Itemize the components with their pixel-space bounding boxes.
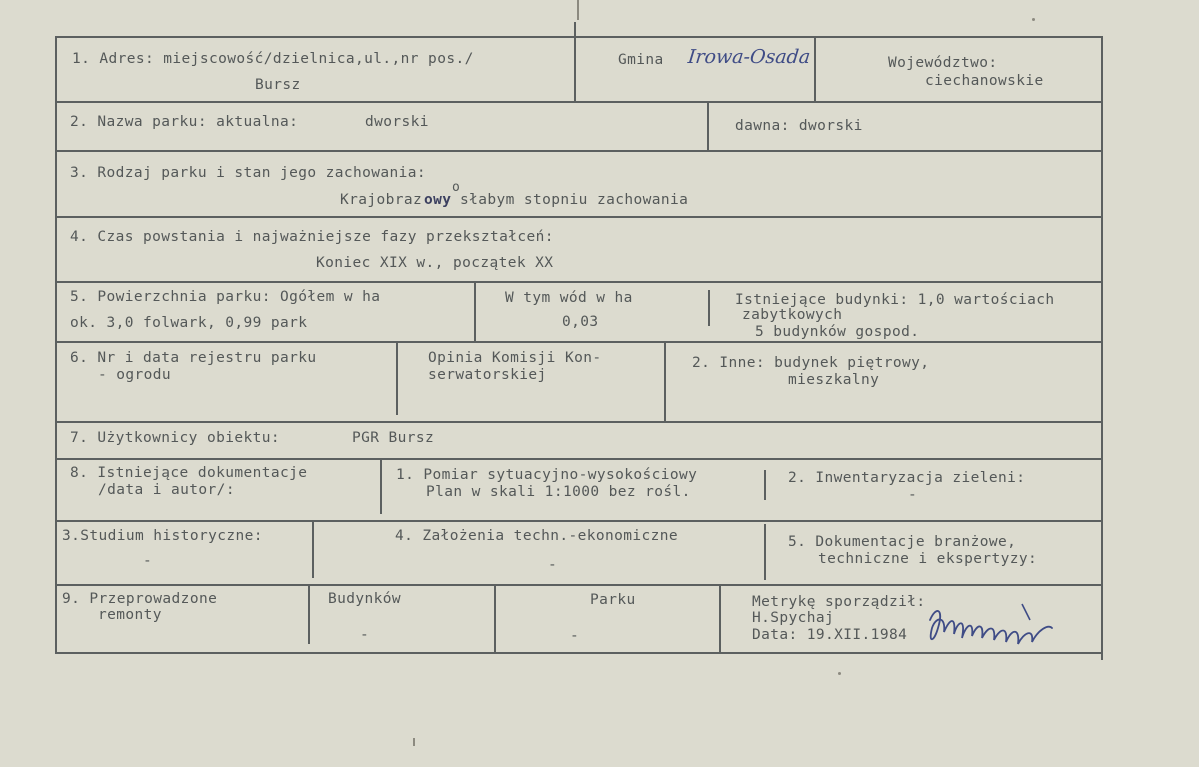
rule-r6: [57, 421, 1103, 423]
rodzaj-value-d: słabym stopniu zachowania: [460, 192, 689, 208]
remonty-budynkow-label: Budynków: [328, 591, 402, 607]
branzowe-line2: techniczne i ekspertyzy:: [818, 551, 1038, 567]
gmina-value: Irowa-Osada: [686, 46, 812, 68]
opinia-line1: Opinia Komisji Kon-: [428, 350, 602, 366]
inwentaryzacja-value: -: [908, 487, 918, 503]
div-r6-b: [664, 341, 666, 422]
inne-line2: mieszkalny: [788, 372, 880, 388]
nazwa-label: 2. Nazwa parku: aktualna:: [70, 114, 299, 130]
div-r8b-b: [764, 524, 766, 580]
div-r1-a: [574, 22, 576, 102]
rule-r1: [57, 101, 1103, 103]
rule-r8: [57, 520, 1103, 522]
zalozenia-label: 4. Założenia techn.-ekonomiczne: [395, 528, 679, 544]
signature: [922, 598, 1072, 658]
czas-value: Koniec XIX w., początek XX: [316, 255, 554, 271]
remonty-parku-value: -: [570, 628, 580, 644]
pomiar-line2: Plan w skali 1:1000 bez rośl.: [426, 484, 691, 500]
rejestr-line1: 6. Nr i data rejestru parku: [70, 350, 317, 366]
inwentaryzacja-label: 2. Inwentaryzacja zieleni:: [788, 470, 1026, 486]
wody-value: 0,03: [562, 314, 599, 330]
rule-r2: [57, 150, 1103, 152]
powierzchnia-value: ok. 3,0 folwark, 0,99 park: [70, 315, 308, 331]
div-r5-b: [708, 290, 710, 326]
budynki-line1: Istniejące budynki: 1,0 wartościach: [735, 292, 1055, 308]
rejestr-line2: - ogrodu: [98, 367, 172, 383]
rule-r8b: [57, 584, 1103, 586]
zalozenia-value: -: [548, 557, 558, 573]
div-r9-c: [719, 584, 721, 652]
div-r6-a: [396, 341, 398, 415]
div-r2: [707, 101, 709, 151]
rule-r3: [57, 216, 1103, 218]
budynki-line2: zabytkowych: [742, 307, 843, 323]
metryka-line3: Data: 19.XII.1984: [752, 627, 908, 643]
paper-mark: [413, 738, 415, 746]
remonty-parku-label: Parku: [590, 592, 636, 608]
rule-r5: [57, 341, 1103, 343]
adres-value: Bursz: [255, 77, 301, 93]
nazwa-value: dworski: [365, 114, 429, 130]
wojewodztwo-label: Województwo:: [888, 55, 998, 71]
div-r1-b: [814, 36, 816, 102]
remonty-budynkow-value: -: [360, 627, 370, 643]
rodzaj-label: 3. Rodzaj parku i stan jego zachowania:: [70, 165, 427, 181]
uzytkownicy-label: 7. Użytkownicy obiektu:: [70, 430, 280, 446]
adres-label: 1. Adres: miejscowość/dzielnica,ul.,nr pos./: [72, 51, 474, 67]
studium-value: -: [143, 553, 153, 569]
rule-right: [1101, 36, 1103, 660]
metryka-line2: H.Spychaj: [752, 610, 835, 626]
paper-mark: [577, 0, 579, 20]
rule-left: [55, 36, 57, 654]
remonty-line1: 9. Przeprowadzone: [62, 591, 218, 607]
rodzaj-value-b: owy: [424, 192, 452, 208]
remonty-line2: remonty: [98, 607, 162, 623]
div-r5-a: [474, 281, 476, 342]
pomiar-line1: 1. Pomiar sytuacyjno-wysokościowy: [396, 467, 698, 483]
dawna-nazwa: dawna: dworski: [735, 118, 863, 134]
wody-label: W tym wód w ha: [505, 290, 633, 306]
div-r9-a: [308, 584, 310, 644]
gmina-label: Gmina: [618, 52, 664, 68]
wojewodztwo-value: ciechanowskie: [925, 73, 1044, 89]
branzowe-line1: 5. Dokumentacje branżowe,: [788, 534, 1017, 550]
inne-line1: 2. Inne: budynek piętrowy,: [692, 355, 930, 371]
rule-top: [57, 36, 1103, 38]
rule-r7: [57, 458, 1103, 460]
div-r9-b: [494, 584, 496, 652]
rodzaj-value-a: Krajobraz: [340, 192, 423, 208]
paper-mark: [838, 672, 841, 675]
budynki-line3: 5 budynków gospod.: [755, 324, 920, 340]
metryka-line1: Metrykę sporządził:: [752, 594, 926, 610]
dokumentacje-line2: /data i autor/:: [98, 482, 235, 498]
div-r8-a: [380, 458, 382, 514]
paper-mark: [1032, 18, 1035, 21]
opinia-line2: serwatorskiej: [428, 367, 547, 383]
div-r8b-a: [312, 520, 314, 578]
studium-label: 3.Studium historyczne:: [62, 528, 263, 544]
uzytkownicy-value: PGR Bursz: [352, 430, 435, 446]
dokumentacje-line1: 8. Istniejące dokumentacje: [70, 465, 308, 481]
div-r8-b: [764, 470, 766, 500]
rodzaj-value-c: o: [452, 180, 461, 195]
rule-r4: [57, 281, 1103, 283]
czas-label: 4. Czas powstania i najważniejsze fazy przekształceń:: [70, 229, 554, 245]
powierzchnia-label: 5. Powierzchnia parku: Ogółem w ha: [70, 289, 381, 305]
